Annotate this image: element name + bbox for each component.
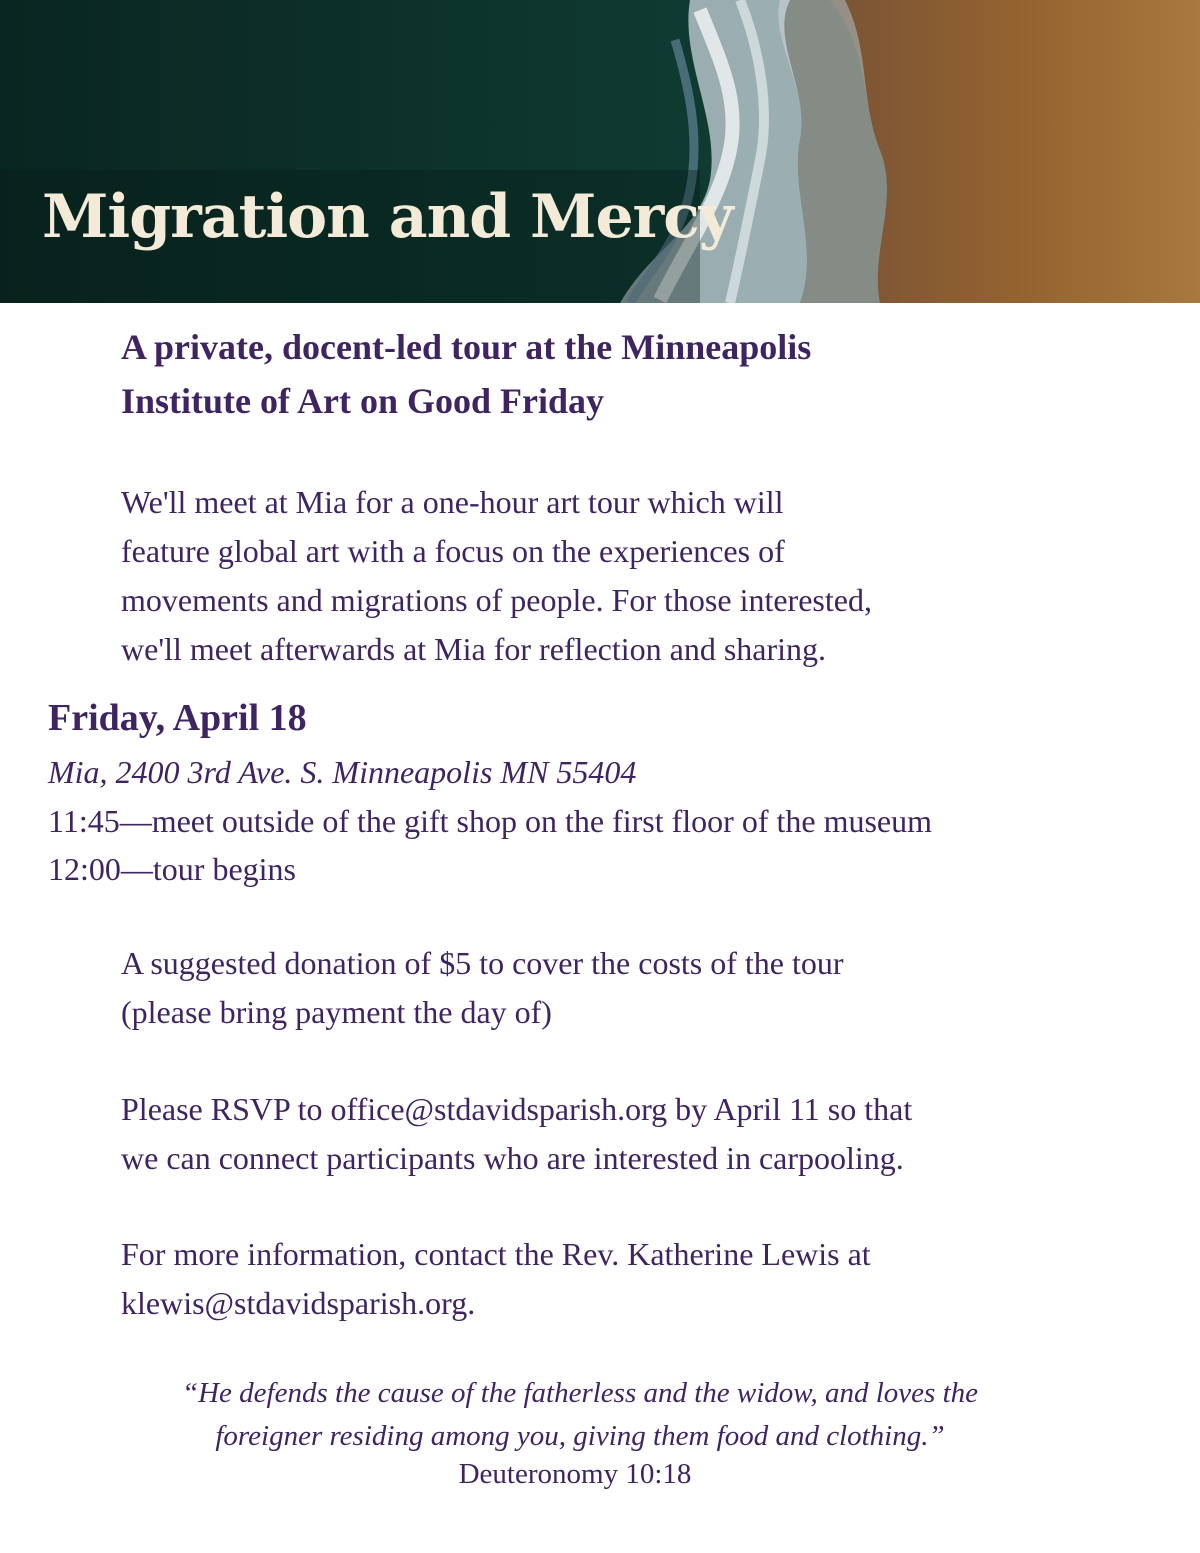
- header-banner: [0, 0, 1200, 303]
- quote-line-2: foreigner residing among you, giving them food and clothing.”: [215, 1420, 945, 1452]
- event-location: Mia, 2400 3rd Ave. S. Minneapolis MN 55404: [48, 754, 637, 790]
- contact-line: klewis@stdavidsparish.org.: [121, 1285, 476, 1321]
- page-title: Migration and Mercy: [42, 182, 733, 252]
- event-date: Friday, April 18: [48, 697, 307, 739]
- intro-paragraph: [121, 478, 1081, 674]
- scripture-quote: [0, 1372, 1160, 1458]
- contact-line: For more information, contact the Rev. Katherine Lewis at: [121, 1236, 871, 1272]
- shoreline-image: [0, 0, 1200, 303]
- intro-line: we'll meet afterwards at Mia for reflection and sharing.: [121, 631, 827, 667]
- rsvp-paragraph: [121, 1085, 1081, 1183]
- intro-line: movements and migrations of people. For those interested,: [121, 582, 872, 618]
- subtitle-line-2: Institute of Art on Good Friday: [121, 381, 605, 421]
- event-tour-time: 12:00—tour begins: [48, 851, 296, 887]
- contact-paragraph: [121, 1230, 1081, 1328]
- subtitle: [121, 320, 1021, 428]
- subtitle-line-1: A private, docent-led tour at the Minneapolis: [121, 327, 812, 367]
- donation-paragraph: [121, 939, 1081, 1037]
- quote-line-1: “He defends the cause of the fatherless and the widow, and loves the: [181, 1377, 979, 1409]
- scripture-citation: Deuteronomy 10:18: [458, 1458, 692, 1490]
- event-meet-time: 11:45—meet outside of the gift shop on the first floor of the museum: [48, 803, 932, 839]
- intro-line: We'll meet at Mia for a one-hour art tour which will: [121, 484, 784, 520]
- rsvp-line: Please RSVP to office@stdavidsparish.org by April 11 so that: [121, 1091, 913, 1127]
- donation-line: A suggested donation of $5 to cover the costs of the tour: [121, 945, 844, 981]
- rsvp-line: we can connect participants who are interested in carpooling.: [121, 1140, 904, 1176]
- intro-line: feature global art with a focus on the experiences of: [121, 533, 785, 569]
- donation-line: (please bring payment the day of): [121, 994, 552, 1030]
